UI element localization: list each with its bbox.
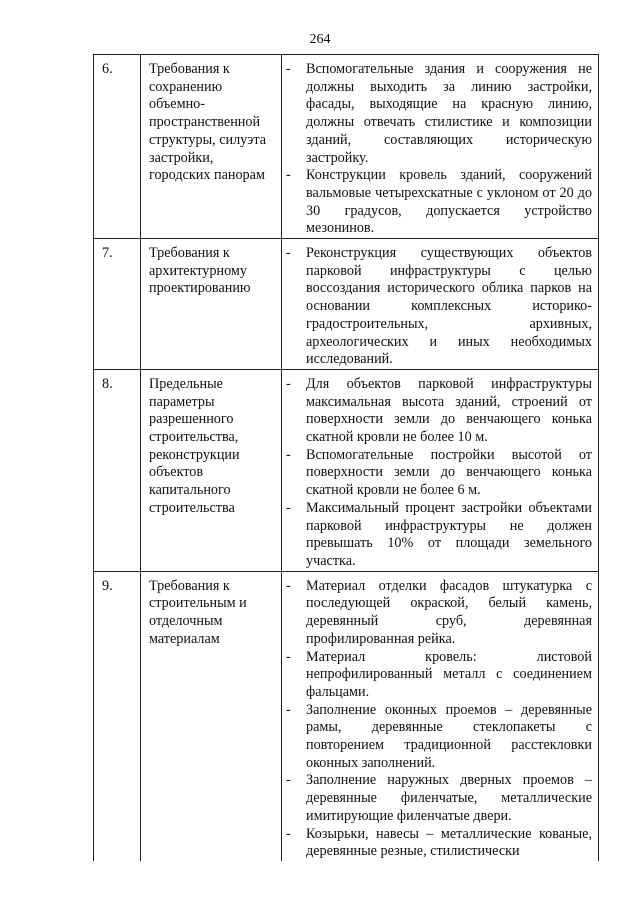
row-number: 9. [94, 571, 141, 861]
table-row [94, 55, 599, 239]
requirement-description [282, 571, 599, 861]
row-number: 6. [94, 55, 141, 239]
list-item: - Для объектов парковой инфраструктуры максимальная высота зданий, строений от поверхности земли до венчающего конька скатной кровли не более 10 м. [286, 376, 592, 447]
list-item: - Материал отделки фасадов штукатурка с последующей окраской, белый камень, деревянный сруб, деревянная профилированная рейка. [286, 578, 592, 649]
list-item: - Максимальный процент застройки объектами парковой инфраструктуры не должен превышать 10% от площади земельного участка. [286, 500, 592, 571]
requirement-description [282, 239, 599, 370]
requirement-name: Требования к сохранению объемно-пространственной структуры, силуэта застройки, городских панорам [141, 55, 282, 239]
table-row [94, 239, 599, 370]
requirement-description [282, 55, 599, 239]
list-item: - Материал кровель: листовой непрофилированный металл с соединением фальцами. [286, 649, 592, 702]
table-row [94, 571, 599, 861]
row-number: 7. [94, 239, 141, 370]
list-item: - Реконструкция существующих объектов парковой инфраструктуры с целью воссоздания исторического облика парков на основании комплексных историко-градостроительных, архивных, археологических и иных необходимых исследований. [286, 245, 592, 369]
list-item: - Конструкции кровель зданий, сооружений вальмовые четырехскатные с уклоном от 20 до 30 градусов, допускается устройство мезонинов. [286, 167, 592, 238]
list-item: - Вспомогательные здания и сооружения не должны выходить за линию застройки, фасады, выходящие на красную линию, должны отвечать стилистике и композиции зданий, составляющих историческую застройку. [286, 61, 592, 167]
list-item: - Козырьки, навесы – металлические кованые, деревянные резные, стилистически [286, 826, 592, 861]
list-item: - Заполнение наружных дверных проемов – деревянные филенчатые, металлические имитирующие филенчатые двери. [286, 772, 592, 825]
page-number: 264 [309, 32, 331, 47]
requirement-name: Требования к архитектурному проектированию [141, 239, 282, 370]
requirement-description [282, 369, 599, 571]
requirement-name: Предельные параметры разрешенного строительства, реконструкции объектов капитального строительства [141, 369, 282, 571]
list-item: - Вспомогательные постройки высотой от поверхности земли до венчающего конька скатной кровли не более 6 м. [286, 447, 592, 500]
requirements-table [93, 54, 599, 861]
table-row [94, 369, 599, 571]
list-item: - Заполнение оконных проемов – деревянные рамы, деревянные стеклопакеты с повторением традиционной расстекловки оконных заполнений. [286, 702, 592, 773]
requirement-name: Требования к строительным и отделочным материалам [141, 571, 282, 861]
row-number: 8. [94, 369, 141, 571]
